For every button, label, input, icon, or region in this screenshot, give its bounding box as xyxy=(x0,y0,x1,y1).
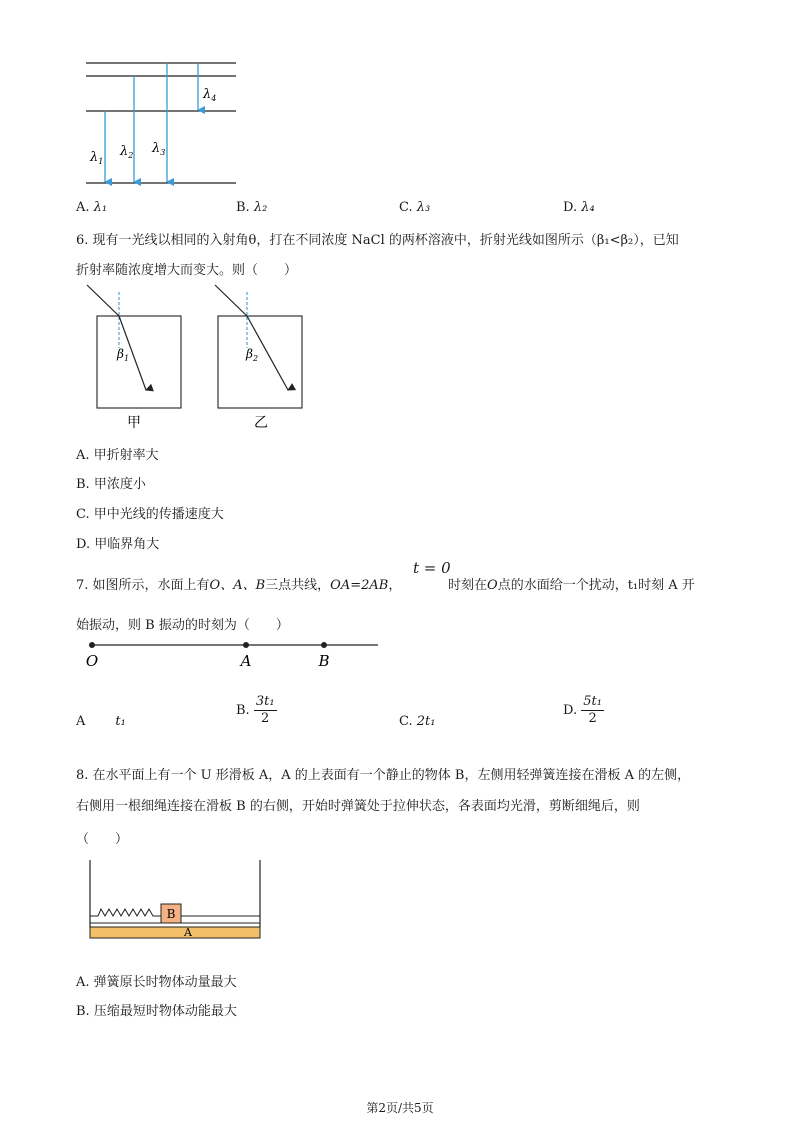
text-run: O、A、B xyxy=(209,578,266,593)
q8-stem-line3: （ ） xyxy=(76,832,129,847)
label-block-b: B xyxy=(166,907,176,921)
beaker-jia xyxy=(97,316,181,408)
fraction xyxy=(254,694,277,727)
lambda2-label: $\lambda_2$ xyxy=(120,144,134,160)
q5-option-a[interactable] xyxy=(76,200,107,215)
lambda1-label: $\lambda_1$ xyxy=(90,150,104,166)
q7-stem-line2: 始振动，则 B 振动的时刻为（ ） xyxy=(76,618,289,633)
text-run: 时刻在 xyxy=(448,578,488,593)
q8-option-a[interactable]: A. 弹簧原长时物体动量最大 xyxy=(76,975,237,990)
incident-ray xyxy=(87,285,119,316)
points-line-figure xyxy=(84,636,384,672)
refracted-ray xyxy=(247,316,288,390)
q8-stem-line1: 8. 在水平面上有一个 U 形滑板 A，A 的上表面有一个静止的物体 B，左侧用轻弹簧连接在滑板 A 的左侧， xyxy=(76,768,691,783)
fraction xyxy=(581,694,604,727)
label-o: O xyxy=(85,652,99,670)
q7-stem-line1-continued xyxy=(448,574,695,593)
q7-option-d[interactable] xyxy=(563,694,604,727)
option-letter: D. xyxy=(563,200,578,215)
text-run: 三点共线， xyxy=(265,578,331,593)
option-text: λ₄ xyxy=(581,200,595,215)
label-yi: 乙 xyxy=(254,415,268,431)
label-b: B xyxy=(318,652,330,670)
numerator: 5t₁ xyxy=(583,694,602,709)
refraction-figure xyxy=(84,282,304,432)
q7-stem-line1 xyxy=(76,574,401,593)
text-run: 点的水面给一个扰动，t₁时刻 A 开 xyxy=(497,578,695,593)
label-a: A xyxy=(240,652,252,670)
q8-stem-line2: 右侧用一根细绳连接在滑板 B 的右侧，开始时弹簧处于拉伸状态，各表面均光滑，剪断细绳后，则 xyxy=(76,799,640,814)
option-letter: D. xyxy=(563,703,578,718)
q6-option-b[interactable]: B. 甲浓度小 xyxy=(76,477,146,492)
numerator: 3t₁ xyxy=(255,694,275,709)
option-text: λ₂ xyxy=(253,200,268,215)
beta1-label: $\beta_1$ xyxy=(117,347,130,363)
q6-stem-line1: 6. 现有一光线以相同的入射角θ，打在不同浓度 NaCl 的两杯溶液中，折射光线如图所示（β₁<β₂），已知 xyxy=(76,233,679,248)
point-o xyxy=(89,642,95,648)
option-text: 2t₁ xyxy=(416,714,436,729)
lambda4-label: $\lambda_4$ xyxy=(203,87,217,103)
beta2-label: $\beta_2$ xyxy=(246,347,259,363)
option-letter: B. xyxy=(236,200,250,215)
label-jia: 甲 xyxy=(127,415,141,431)
point-a xyxy=(243,642,249,648)
incident-ray xyxy=(215,285,247,316)
q6-option-a[interactable]: A. 甲折射率大 xyxy=(76,448,159,463)
option-letter: A. xyxy=(76,200,90,215)
label-board-a: A xyxy=(184,926,192,939)
board-a xyxy=(90,927,260,938)
q5-option-d[interactable] xyxy=(563,200,595,215)
point-b xyxy=(321,642,327,648)
q7-option-b[interactable] xyxy=(236,694,277,727)
text-run: 7. 如图所示，水面上有 xyxy=(76,578,210,593)
q6-option-d[interactable]: D. 甲临界角大 xyxy=(76,537,160,552)
denominator: 2 xyxy=(261,711,270,726)
page-footer: 第2页/共5页 xyxy=(366,1101,434,1115)
text-run: OA=2AB xyxy=(330,578,389,593)
q6-option-c[interactable]: C. 甲中光线的传播速度大 xyxy=(76,507,224,522)
option-letter: C. xyxy=(399,200,413,215)
text-run: ， xyxy=(388,578,402,593)
beaker-yi xyxy=(218,316,302,408)
spring-board-figure xyxy=(84,856,268,946)
q8-option-b[interactable]: B. 压缩最短时物体动能最大 xyxy=(76,1004,237,1019)
q7-option-c[interactable] xyxy=(399,714,435,729)
option-text: λ₁ xyxy=(93,200,108,215)
q5-option-c[interactable] xyxy=(399,200,430,215)
option-letter: B. xyxy=(236,703,250,718)
q7-option-a[interactable] xyxy=(76,714,126,729)
option-letter: A xyxy=(76,714,86,729)
option-text: t₁ xyxy=(115,714,126,729)
denominator: 2 xyxy=(588,711,597,726)
option-letter: C. xyxy=(399,714,413,729)
option-text: λ₃ xyxy=(416,200,431,215)
q6-stem-line2: 折射率随浓度增大而变大。则（ ） xyxy=(76,263,298,278)
spring xyxy=(90,909,161,916)
t-zero-expression: t = 0 xyxy=(413,559,451,577)
text-run: O xyxy=(487,578,498,593)
lambda3-label: $\lambda_3$ xyxy=(152,141,166,157)
q5-option-b[interactable] xyxy=(236,200,267,215)
energy-level-diagram xyxy=(80,55,250,195)
